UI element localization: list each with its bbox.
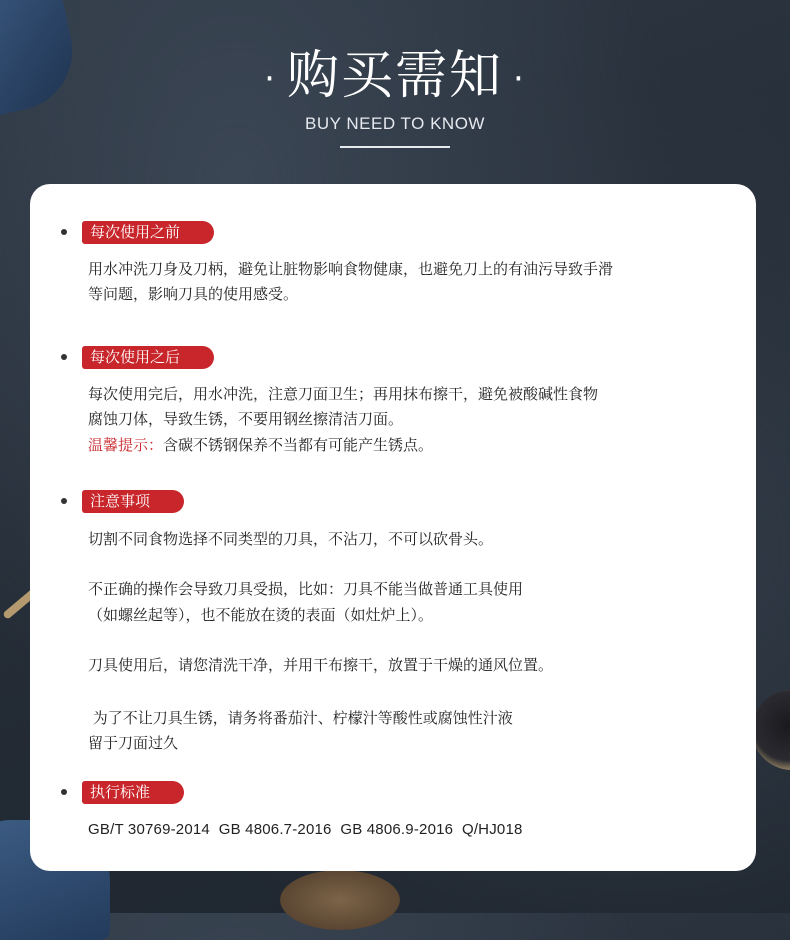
pepper-bowl-decoration — [752, 690, 790, 770]
tip-line — [88, 433, 728, 458]
section-text-line: 等问题，影响刀具的使用感受。 — [88, 285, 299, 303]
section-text-line: 腐蚀刀体，导致生锈，不要用钢丝擦清洁刀面。 — [88, 410, 404, 428]
section-tag-notes: 注意事项 — [82, 490, 184, 513]
section-tag-after-use: 每次使用之后 — [82, 346, 214, 369]
section-text-line: 刀具使用后，请您清洗干净，并用干布擦干，放置于干燥的通风位置。 — [88, 656, 554, 674]
bullet-dot — [61, 229, 67, 235]
info-card — [30, 184, 756, 871]
bullet-dot — [61, 354, 67, 360]
page-subtitle: BUY NEED TO KNOW — [305, 114, 485, 133]
subtitle-underline — [340, 146, 450, 148]
section-tag-before-use: 每次使用之前 — [82, 221, 214, 244]
standards-text: GB/T 30769-2014 GB 4806.7-2016 GB 4806.9-2016 Q/HJ018 — [88, 821, 523, 838]
tip-label: 温馨提示： — [88, 436, 164, 454]
wooden-board-decoration — [280, 870, 400, 930]
section-text-line: 每次使用完后，用水冲洗，注意刀面卫生；再用抹布擦干，避免被酸碱性食物 — [88, 385, 599, 403]
section-tag-standards: 执行标准 — [82, 781, 184, 804]
tip-text: 含碳不锈钢保养不当都有可能产生锈点。 — [163, 436, 434, 454]
section-text-line: 用水冲洗刀身及刀柄，避免让脏物影响食物健康，也避免刀上的有油污导致手滑 — [88, 260, 614, 278]
section-text-line: 切割不同食物选择不同类型的刀具，不沾刀，不可以砍骨头。 — [88, 530, 494, 548]
bullet-dot — [61, 789, 67, 795]
section-text-line: 不正确的操作会导致刀具受损，比如：刀具不能当做普通工具使用 — [88, 580, 524, 598]
section-text-line: 为了不让刀具生锈，请务将番茄汁、柠檬汁等酸性或腐蚀性汁液 — [88, 709, 513, 727]
title-text: 购买需知 — [286, 46, 503, 106]
title-dot-right: · — [513, 59, 526, 99]
page-title — [0, 44, 790, 111]
bullet-dot — [61, 498, 67, 504]
section-text-line: 留于刀面过久 — [88, 734, 179, 752]
section-text-line: （如螺丝起等），也不能放在烫的表面（如灶炉上）。 — [88, 606, 434, 624]
title-dot-left: · — [264, 59, 277, 99]
